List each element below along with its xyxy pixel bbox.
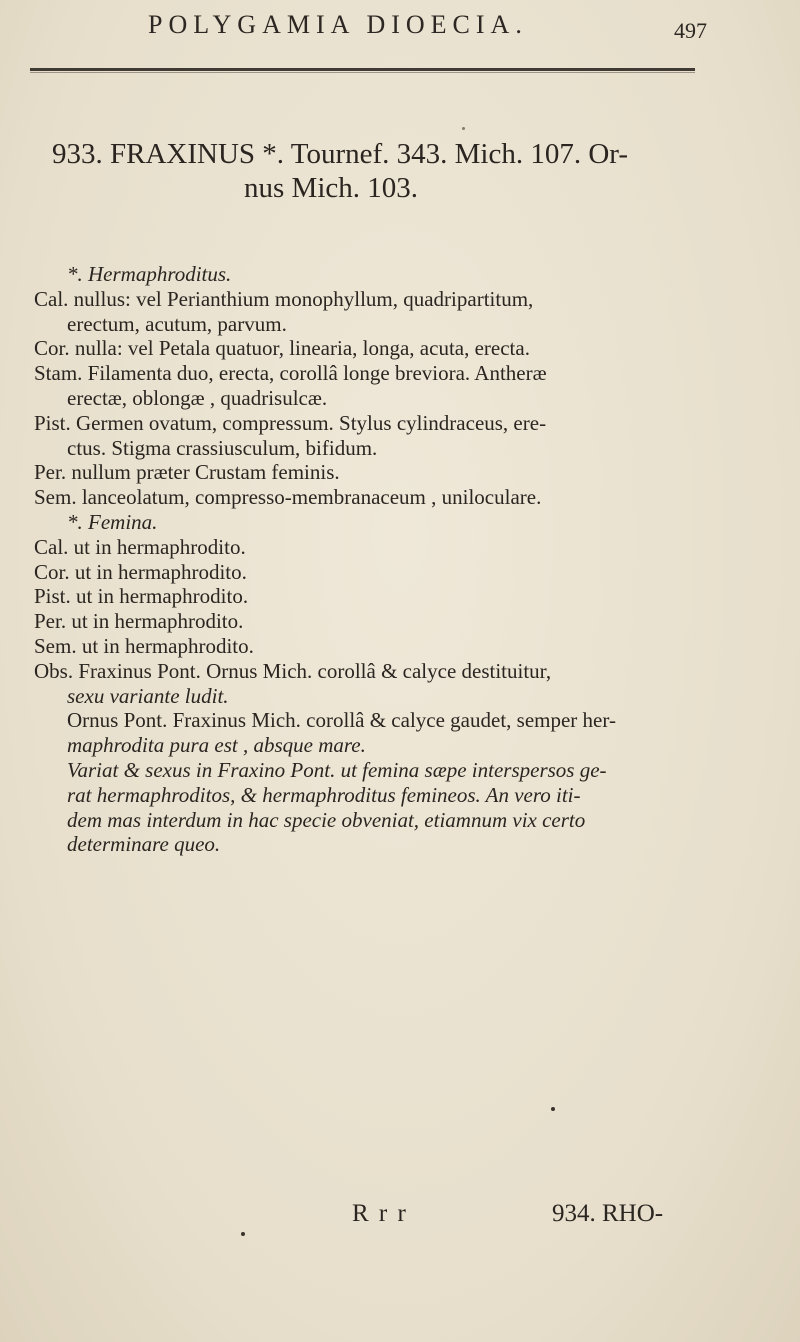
text-line: rat hermaphroditos, & hermaphroditus femineos. An vero iti- bbox=[67, 782, 581, 807]
ink-speck bbox=[241, 1232, 245, 1236]
entry-description bbox=[34, 262, 754, 857]
entry-heading-line-1: 933. FRAXINUS *. Tournef. 343. Mich. 107. Or- bbox=[52, 138, 629, 170]
running-head-title: POLYGAMIA DIOECIA. bbox=[148, 10, 528, 39]
text-line: Sem. lanceolatum, compresso-membranaceum , uniloculare. bbox=[34, 485, 542, 510]
catchword: 934. RHO- bbox=[552, 1200, 664, 1227]
text-line: determinare queo. bbox=[67, 832, 221, 857]
signature-mark: R r r bbox=[352, 1200, 408, 1227]
text-line: Per. nullum præter Crustam feminis. bbox=[34, 460, 340, 485]
text-line: Cor. nulla: vel Petala quatuor, linearia, longa, acuta, erecta. bbox=[34, 336, 530, 361]
text-line: Pist. Germen ovatum, compressum. Stylus cylindraceus, ere- bbox=[34, 410, 547, 435]
text-line: Obs. Fraxinus Pont. Ornus Mich. corollâ & calyce destituitur, bbox=[34, 658, 552, 683]
text-line: *. Femina. bbox=[67, 509, 158, 534]
text-line: sexu variante ludit. bbox=[67, 683, 229, 708]
text-line: Per. ut in hermaphrodito. bbox=[34, 609, 244, 634]
running-head bbox=[0, 6, 800, 46]
text-line: Cor. ut in hermaphrodito. bbox=[34, 559, 247, 584]
ink-speck bbox=[462, 127, 465, 130]
header-rule bbox=[30, 68, 695, 71]
text-line: maphrodita pura est , absque mare. bbox=[67, 733, 366, 758]
text-line: *. Hermaphroditus. bbox=[67, 262, 232, 286]
text-line: Variat & sexus in Fraxino Pont. ut femina sæpe interspersos ge- bbox=[67, 757, 607, 782]
page-number: 497 bbox=[674, 18, 707, 43]
text-line: Stam. Filamenta duo, erecta, corollâ longe breviora. Antheræ bbox=[34, 361, 547, 386]
text-line: ctus. Stigma crassiusculum, bifidum. bbox=[67, 435, 378, 460]
text-line: erectum, acutum, parvum. bbox=[67, 311, 287, 336]
text-line: erectæ, oblongæ , quadrisulcæ. bbox=[67, 385, 328, 410]
text-line: Ornus Pont. Fraxinus Mich. corollâ & calyce gaudet, semper her- bbox=[67, 708, 616, 733]
ink-speck bbox=[551, 1107, 555, 1111]
text-line: Cal. nullus: vel Perianthium monophyllum, quadripartitum, bbox=[34, 286, 534, 311]
entry-heading-line-2: nus Mich. 103. bbox=[244, 172, 418, 204]
text-line: Cal. ut in hermaphrodito. bbox=[34, 534, 246, 559]
text-line: Sem. ut in hermaphrodito. bbox=[34, 633, 254, 658]
header-rule-thin bbox=[30, 72, 695, 73]
text-line: dem mas interdum in hac specie obveniat, etiamnum vix certo bbox=[67, 807, 586, 832]
page-footer bbox=[0, 1200, 800, 1240]
text-line: Pist. ut in hermaphrodito. bbox=[34, 584, 249, 609]
entry-heading bbox=[52, 137, 742, 205]
